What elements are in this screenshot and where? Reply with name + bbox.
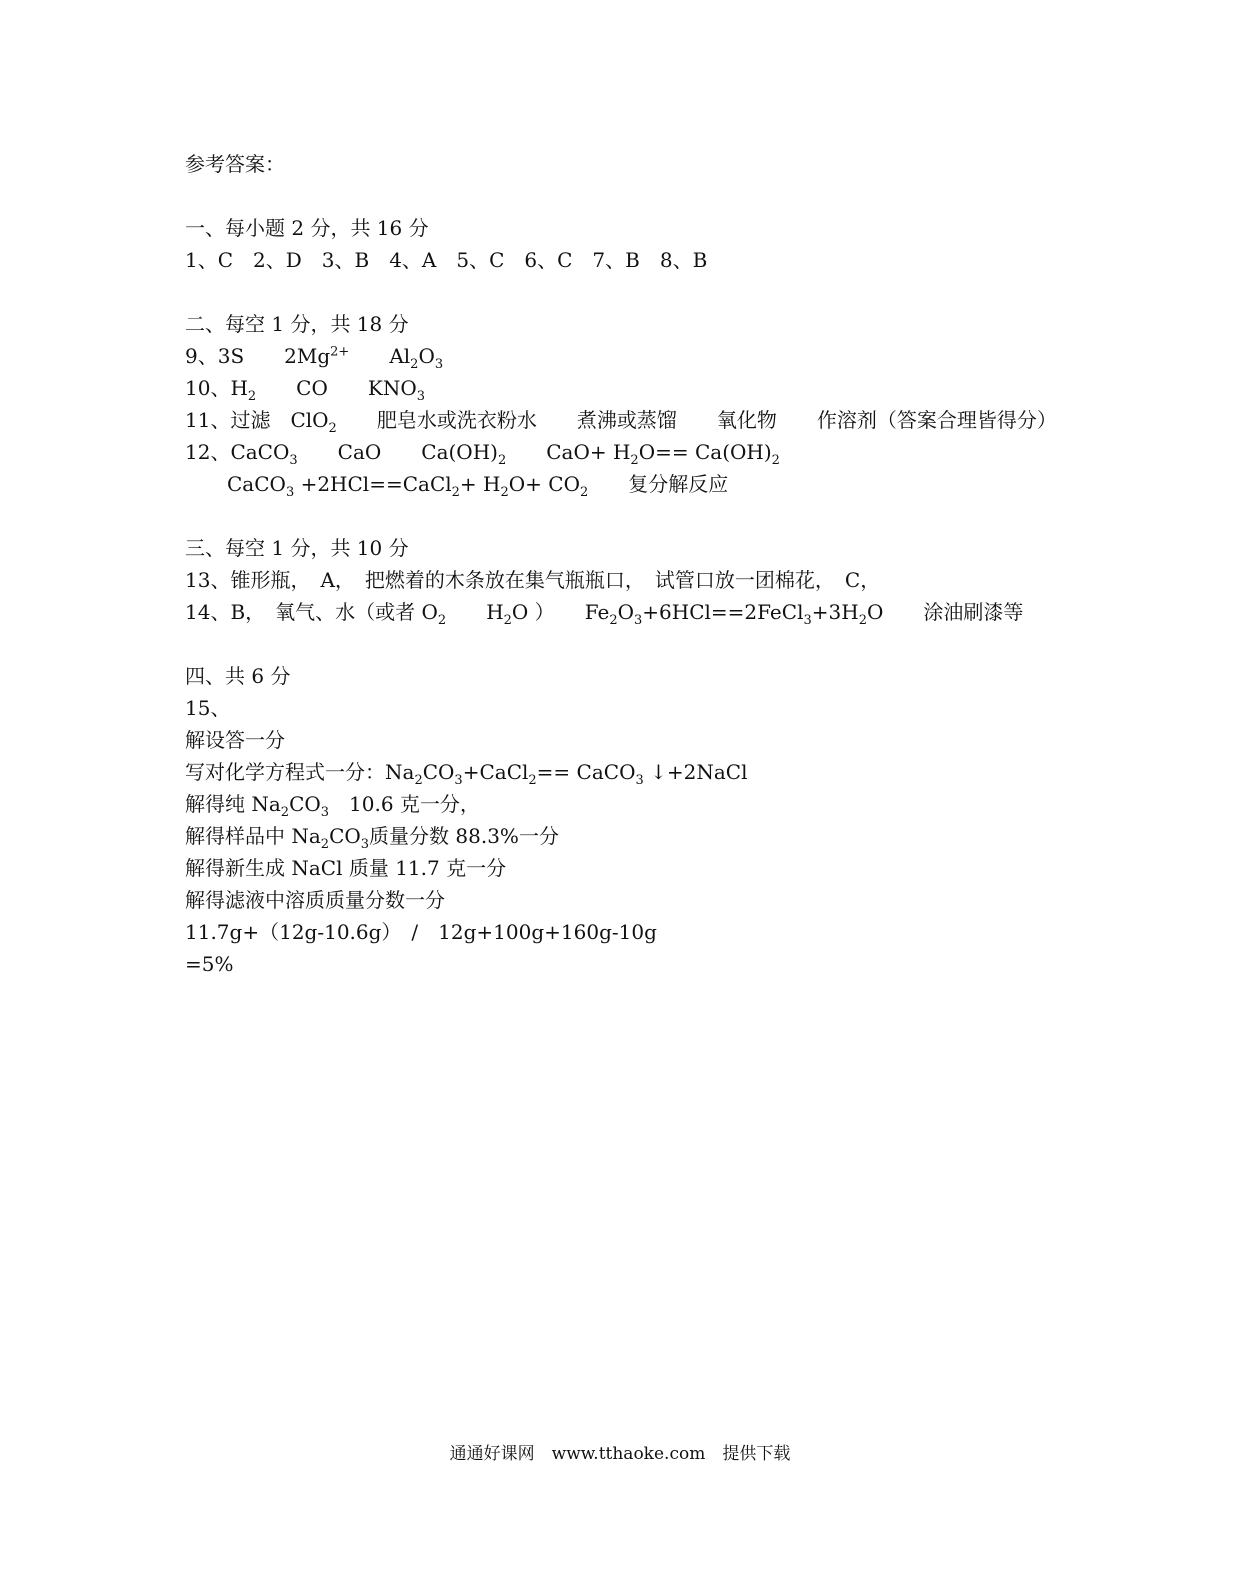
solution-line-3: 解得纯 $Na_2CO_3$ 10.6 克一分， <box>185 792 480 820</box>
footer-source: 通通好课网 www.tthaoke.com 提供下载 <box>449 1444 791 1464</box>
question-13: 13、锥形瓶， A， 把燃着的木条放在集气瓶瓶口， 试管口放一团棉花， C， <box>185 568 881 592</box>
section-1-answers: 1、C 2、D 3、B 4、A 5、C 6、C 7、B 8、B <box>185 248 708 272</box>
section-2-heading: 二、每空 1 分，共 18 分 <box>185 312 409 336</box>
solution-line-5: 解得新生成 NaCl 质量 11.7 克一分 <box>185 856 507 880</box>
solution-line-2: 写对化学方程式一分：$Na_2CO_3+CaCl_2==$ CaCO$_3$ ↓+2NaCl <box>185 760 748 788</box>
question-15: 15、 <box>185 696 231 720</box>
question-11: 11、过滤 ClO$_2$ 肥皂水或洗衣粉水 煮沸或蒸馏 氧化物 作溶剂（答案合理皆得分） <box>185 408 1057 436</box>
answer-sheet <box>185 148 1085 980</box>
solution-line-4: 解得样品中 $Na_2CO_3$质量分数 88.3%一分 <box>185 824 559 852</box>
question-14: 14、B， 氧气、水（或者 $O_2$ $H_2O$ ） $Fe_2O_3+6HCl==2FeCl_3+3H_2O$ 涂油刷漆等 <box>185 600 1024 628</box>
solution-line-6: 解得滤液中溶质质量分数一分 <box>185 888 445 912</box>
question-12: 12、CaCO$_3$ CaO $Ca(OH)_2$ $CaO+ H_2O== Ca(OH)_2$ <box>185 440 780 468</box>
section-4-heading: 四、共 6 分 <box>185 664 291 688</box>
section-3-heading: 三、每空 1 分，共 10 分 <box>185 536 409 560</box>
question-12-line-2: CaCO$_3$ +2HCl==CaCl$_2$+ $H_2O+ CO_2$ 复分解反应 <box>227 472 729 500</box>
solution-result: =5% <box>185 952 234 976</box>
question-10: 10、$H_2$ CO $KNO_3$ <box>185 376 425 404</box>
page-title: 参考答案： <box>185 152 285 176</box>
question-9: 9、3S $2Mg^{2+}$ $Al_2O_3$ <box>185 344 444 372</box>
solution-line-1: 解设答一分 <box>185 728 285 752</box>
section-1-heading: 一、每小题 2 分，共 16 分 <box>185 216 429 240</box>
solution-line-7: 11.7g+（12g-10.6g） / 12g+100g+160g-10g <box>185 920 657 944</box>
